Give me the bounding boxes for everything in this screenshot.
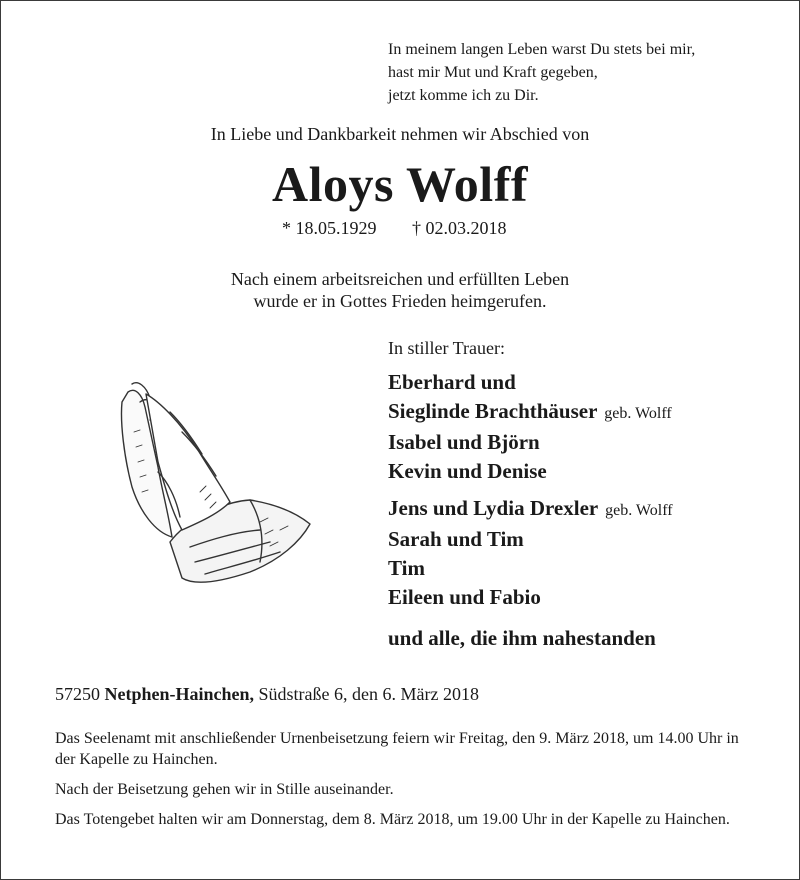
mourner-line	[388, 525, 673, 554]
mourner-line	[388, 397, 673, 428]
postal-code: 57250	[55, 684, 100, 704]
address-line	[55, 684, 479, 705]
mourner-line	[388, 554, 673, 583]
poem-line: hast mir Mut und Kraft gegeben,	[388, 64, 598, 81]
note-paragraph: Das Totengebet halten wir am Donnerstag, dem 8. März 2018, um 19.00 Uhr in der Kapelle zu Hainchen.	[55, 811, 730, 828]
mourner-name: Eileen und Fabio	[388, 585, 541, 609]
mourner-name: Kevin und Denise	[388, 459, 547, 483]
mourner-name: Jens und Lydia Drexler	[388, 496, 598, 520]
mourning-label: In stiller Trauer:	[388, 338, 505, 358]
poem-line: In meinem langen Leben warst Du stets bei mir,	[388, 41, 696, 58]
street-date: Südstraße 6, den 6. März 2018	[258, 684, 479, 704]
mourner-name: Eberhard und	[388, 370, 516, 394]
mourners-closing: und alle, die ihm nahestanden	[388, 626, 656, 650]
mourners-list	[388, 368, 673, 653]
mourner-line	[388, 494, 673, 525]
mourner-name: Sarah und Tim	[388, 527, 524, 551]
closing-line: Nach einem arbeitsreichen und erfüllten Leben	[230, 269, 570, 289]
deceased-name: Aloys Wolff	[272, 156, 528, 212]
maiden-name: geb. Wolff	[605, 502, 673, 519]
town: Netphen-Hainchen,	[104, 684, 255, 704]
mourner-name: Tim	[388, 556, 425, 580]
praying-hands-illustration	[110, 372, 315, 594]
closing-text	[0, 268, 800, 312]
mourner-name: Isabel und Björn	[388, 430, 540, 454]
note-paragraph: Das Seelenamt mit anschließender Urnenbeisetzung feiern wir Freitag, den 9. März 2018, um 14.00 Uhr in der Kapelle zu Hainchen.	[55, 730, 739, 768]
service-notes	[55, 728, 755, 839]
mourner-name: Sieglinde Brachthäuser	[388, 399, 598, 423]
birth-date: * 18.05.1929	[282, 218, 377, 238]
mourner-line	[388, 457, 673, 486]
death-date: † 02.03.2018	[412, 218, 507, 238]
mourner-line	[388, 428, 673, 457]
closing-line: wurde er in Gottes Frieden heimgerufen.	[253, 291, 547, 311]
maiden-name: geb. Wolff	[604, 405, 672, 422]
poem	[388, 38, 695, 107]
mourner-line	[388, 368, 673, 397]
note-paragraph: Nach der Beisetzung gehen wir in Stille auseinander.	[55, 781, 394, 798]
intro-text: In Liebe und Dankbarkeit nehmen wir Abschied von	[210, 124, 590, 144]
poem-line: jetzt komme ich zu Dir.	[388, 87, 539, 104]
mourner-line	[388, 583, 673, 612]
